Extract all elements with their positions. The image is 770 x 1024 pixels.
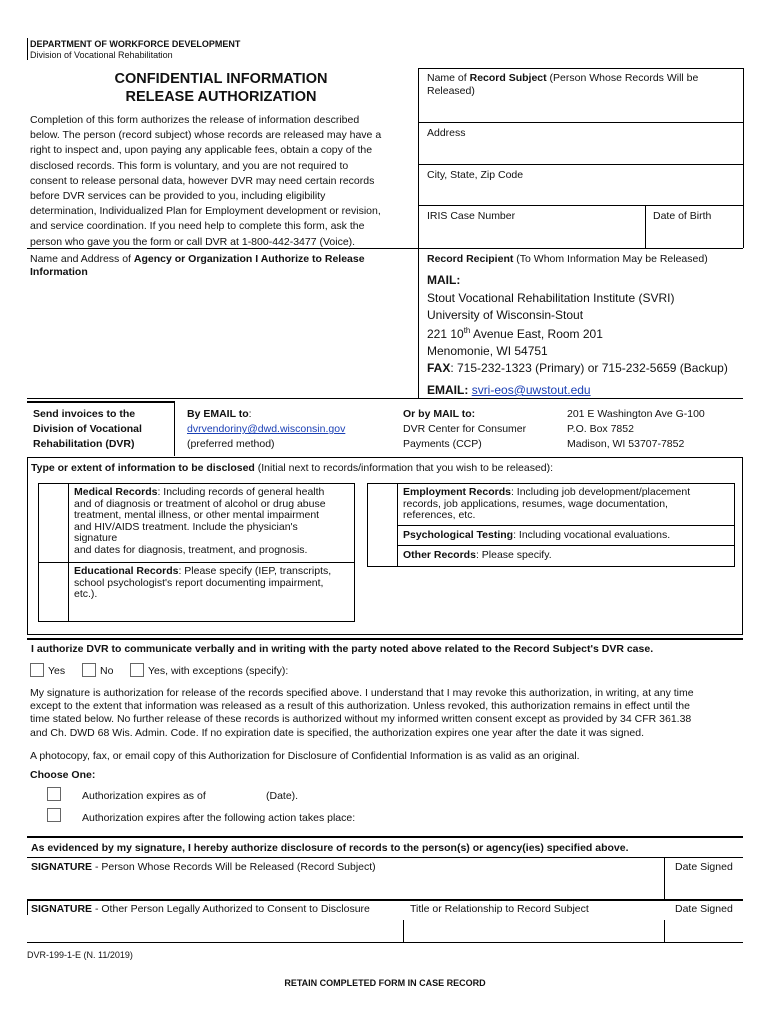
record-subject-field[interactable] — [427, 72, 737, 98]
sig-part: - Other Person Legally Authorized to Consent to Disclosure — [92, 903, 370, 915]
medical-records-text — [74, 487, 354, 556]
header-left-rule — [27, 38, 28, 60]
employment-line: records, job applications, resumes, wage documentation, — [403, 497, 668, 510]
colon: : — [248, 408, 252, 420]
address-field[interactable]: Address — [427, 127, 466, 139]
invoices-label — [33, 407, 142, 452]
expires-after-label: Authorization expires after the following action takes place: — [82, 812, 356, 824]
fax-value: : 715-232-1323 (Primary) or 715-232-5659 (Backup) — [450, 361, 728, 375]
division-name: Division of Vocational Rehabilitation — [30, 50, 173, 60]
rule — [418, 164, 743, 165]
medical-line: and HIV/AIDS treatment. Include the physician's — [74, 520, 298, 533]
educational-line: etc.). — [74, 588, 98, 600]
rule — [38, 562, 355, 563]
evidence-statement: As evidenced by my signature, I hereby authorize disclosure of records to the person(s) or agency(ies) specified above. — [31, 842, 629, 854]
authorize-statement: I authorize DVR to communicate verbally and in writing with the party noted above related to the Record Subject's DVR case. — [31, 643, 654, 655]
yes-exceptions-checkbox[interactable] — [130, 663, 144, 677]
street-part: Avenue East, Room 201 — [470, 327, 603, 341]
medical-initial-cell[interactable] — [39, 484, 68, 562]
label-bold: Record Subject — [469, 72, 547, 84]
intro-line: before DVR services can be provided to you, including eligibility — [30, 190, 326, 203]
rule — [664, 920, 665, 942]
by-email-label: By EMAIL to — [187, 408, 249, 420]
invoices-line: Send invoices to the — [33, 408, 136, 420]
educational-line: school psychologist's report documenting impairment, — [74, 576, 324, 589]
no-label: No — [100, 665, 114, 677]
preferred-method: (preferred method) — [187, 438, 275, 450]
psych-label: Psychological Testing — [403, 529, 514, 541]
rule — [27, 398, 743, 399]
email-line: EMAIL: svri-eos@uwstout.edu — [427, 383, 591, 397]
city-state-zip-field[interactable]: City, State, Zip Code — [427, 169, 524, 181]
rule — [664, 857, 665, 899]
no-checkbox[interactable] — [82, 663, 96, 677]
medical-line: and dates for diagnosis, treatment, and prognosis. — [74, 543, 308, 556]
rule — [397, 525, 735, 526]
email-label: EMAIL — [427, 383, 465, 397]
title-relationship-label: Title or Relationship to Record Subject — [410, 903, 589, 915]
title-relationship-field[interactable] — [406, 918, 662, 940]
date-of-birth-field[interactable]: Date of Birth — [653, 210, 712, 222]
sig-bold: SIGNATURE — [31, 903, 93, 915]
educational-line: : Please specify (IEP, transcripts, — [178, 565, 332, 577]
expires-as-of-label: Authorization expires as of — [82, 790, 206, 802]
record-recipient-label — [427, 253, 708, 266]
label-part: (Person Whose Records Will be — [546, 72, 699, 84]
educational-initial-cell[interactable] — [39, 563, 68, 621]
intro-line: below. The person (record subject) whose records are released may have a — [30, 129, 382, 142]
yes-checkbox[interactable] — [30, 663, 44, 677]
info-type-heading — [31, 462, 553, 475]
by-mail-label: Or by MAIL to: — [403, 408, 476, 420]
heading-part: (Initial next to records/information that you wish to be released): — [254, 462, 554, 474]
other-label: Other Records — [403, 549, 476, 561]
sig-part: - Person Whose Records Will be Released (Record Subject) — [92, 861, 376, 873]
yes-label: Yes — [48, 665, 66, 677]
intro-line: determination, Individualized Plan for Employment development or revision, — [30, 205, 381, 218]
employment-line: references, etc. — [403, 509, 476, 521]
mail-line: Menomonie, WI 54751 — [427, 343, 548, 358]
date-signed-field[interactable] — [666, 876, 742, 898]
date-signed-label-2: Date Signed — [675, 903, 733, 915]
photocopy-statement: A photocopy, fax, or email copy of this Authorization for Disclosure of Confidential Information is as valid as an original. — [30, 750, 580, 762]
mail-line: University of Wisconsin-Stout — [427, 307, 584, 322]
medical-line: treatment, mental illness, or other mental impairment — [74, 509, 320, 521]
medical-line: signature — [74, 532, 118, 544]
para-line: except to the extent that information was released as a result of this authorization. Unless revoked, this authorization remains in effect until the — [30, 700, 690, 713]
rule — [27, 857, 743, 858]
intro-paragraph — [30, 113, 415, 250]
employment-line: : Including job development/placement — [510, 486, 691, 498]
other-part: : Please specify. — [475, 549, 552, 561]
section-rule — [27, 248, 743, 249]
street-part: 221 10 — [427, 327, 464, 341]
title-line-2: RELEASE AUTHORIZATION — [125, 89, 317, 105]
signature-subject-label — [31, 861, 376, 874]
address-line: P.O. Box 7852 — [567, 423, 634, 435]
street-sup: th — [463, 326, 471, 335]
fax-line — [427, 361, 728, 376]
expiration-action-input[interactable] — [380, 810, 740, 824]
intro-line: and service coordination. If you need help to complete this form, ask the — [30, 220, 365, 233]
invoices-mail — [403, 407, 526, 452]
rule — [27, 899, 28, 915]
mail-label: MAIL: — [427, 273, 461, 287]
heading-bold: Type or extent of information to be disclosed — [31, 462, 255, 474]
employment-initial-cell[interactable] — [368, 484, 397, 566]
invoices-line: Division of Vocational — [33, 423, 142, 435]
address-line: Madison, WI 53707-7852 — [567, 438, 685, 450]
form-number: DVR-199-1-E (N. 11/2019) — [27, 950, 133, 960]
section-rule — [27, 836, 743, 838]
para-line: My signature is authorization for release of the records specified above. I understand that I may revoke this authorization, in writing, at any time — [30, 687, 694, 699]
expires-date-checkbox[interactable] — [47, 787, 61, 801]
invoices-email — [187, 407, 345, 452]
psych-part: : Including vocational evaluations. — [513, 529, 671, 541]
agency-field[interactable] — [30, 253, 415, 279]
label-bold: Record Recipient — [427, 253, 514, 265]
dvr-vendor-email-link[interactable]: dvrvendoriny@dwd.wisconsin.gov — [187, 423, 346, 435]
mail-line: DVR Center for Consumer — [403, 423, 527, 435]
signature-subject-field[interactable] — [30, 876, 660, 898]
expiration-date-input[interactable] — [218, 789, 262, 802]
mail-line: Payments (CCP) — [403, 438, 482, 450]
address-line: 201 E Washington Ave G-100 — [567, 408, 705, 420]
right-top-rule — [418, 68, 743, 69]
rule — [397, 545, 735, 546]
choose-one-label: Choose One: — [30, 769, 96, 781]
sig-bold: SIGNATURE — [31, 861, 93, 873]
intro-line: right to inspect and, upon paying any applicable fees, obtain a copy of the — [30, 144, 373, 157]
yes-exceptions-label: Yes, with exceptions (specify): — [148, 665, 289, 677]
medical-line: : Including records of general health — [157, 486, 325, 498]
fax-label: FAX — [427, 361, 451, 375]
initial-column-rule — [68, 483, 69, 622]
para-line: and Ch. DWD 68 Wis. Admin. Code. If no expiration date is specified, the authorization expires one year after the date it was signed. — [30, 726, 644, 739]
recipient-email-link[interactable]: svri-eos@uwstout.edu — [471, 383, 591, 397]
retain-notice: RETAIN COMPLETED FORM IN CASE RECORD — [284, 978, 486, 988]
right-column-divider — [418, 68, 419, 398]
employment-records-text — [403, 487, 733, 522]
medical-line: and of diagnosis or treatment of alcohol or drug abuse — [74, 497, 326, 510]
signature-authorization-paragraph — [30, 687, 750, 740]
educational-label: Educational Records — [74, 565, 179, 577]
department-name: DEPARTMENT OF WORKFORCE DEVELOPMENT — [30, 39, 241, 49]
title-line-1: CONFIDENTIAL INFORMATION — [114, 71, 328, 87]
intro-line: person who gave you the form or call DVR at 1-800-442-3477 (Voice). — [30, 235, 356, 248]
date-signed-field-2[interactable] — [666, 918, 742, 940]
invoices-address — [567, 407, 705, 452]
mail-address — [427, 290, 674, 359]
intro-line: consent to release personal data, however DVR may need certain records — [30, 174, 375, 187]
intro-line: disclosed records. This form is voluntary, and you are not required to — [30, 159, 349, 172]
expires-action-checkbox[interactable] — [47, 808, 61, 822]
psychological-testing-text — [403, 529, 670, 541]
intro-line: Completion of this form authorizes the release of information described — [30, 114, 360, 126]
employment-label: Employment Records — [403, 486, 511, 498]
right-edge-rule — [743, 68, 744, 248]
label-part: Name and Address of — [30, 253, 134, 265]
educational-records-text — [74, 566, 354, 601]
rule — [27, 899, 743, 901]
medical-label: Medical Records — [74, 486, 158, 498]
signature-other-field[interactable] — [30, 918, 400, 940]
rule — [27, 942, 743, 943]
label-bold: Agency or Organization I Authorize to Release — [133, 253, 365, 265]
iris-case-number-field[interactable]: IRIS Case Number — [427, 210, 516, 222]
mail-line: Stout Vocational Rehabilitation Institute (SVRI) — [427, 291, 675, 305]
section-rule — [27, 638, 743, 640]
mail-street — [427, 323, 674, 343]
para-line: time stated below. No further release of these records is authorized without my informed written consent except as provided by 34 CFR 361.38 — [30, 713, 692, 726]
rule — [403, 920, 404, 942]
label-part: (To Whom Information May be Released) — [513, 253, 708, 265]
date-signed-label: Date Signed — [675, 861, 733, 873]
other-records-text — [403, 549, 552, 561]
date-paren-label: (Date). — [266, 790, 299, 802]
rule — [645, 205, 646, 248]
label-bold: Information — [30, 266, 88, 278]
signature-other-label — [31, 903, 370, 916]
form-title — [30, 70, 412, 106]
rule — [174, 401, 175, 456]
rule — [418, 205, 743, 206]
invoices-line: Rehabilitation (DVR) — [33, 438, 135, 450]
rule — [418, 122, 743, 123]
label-part: Released) — [427, 85, 475, 97]
label-part: Name of — [427, 72, 470, 84]
